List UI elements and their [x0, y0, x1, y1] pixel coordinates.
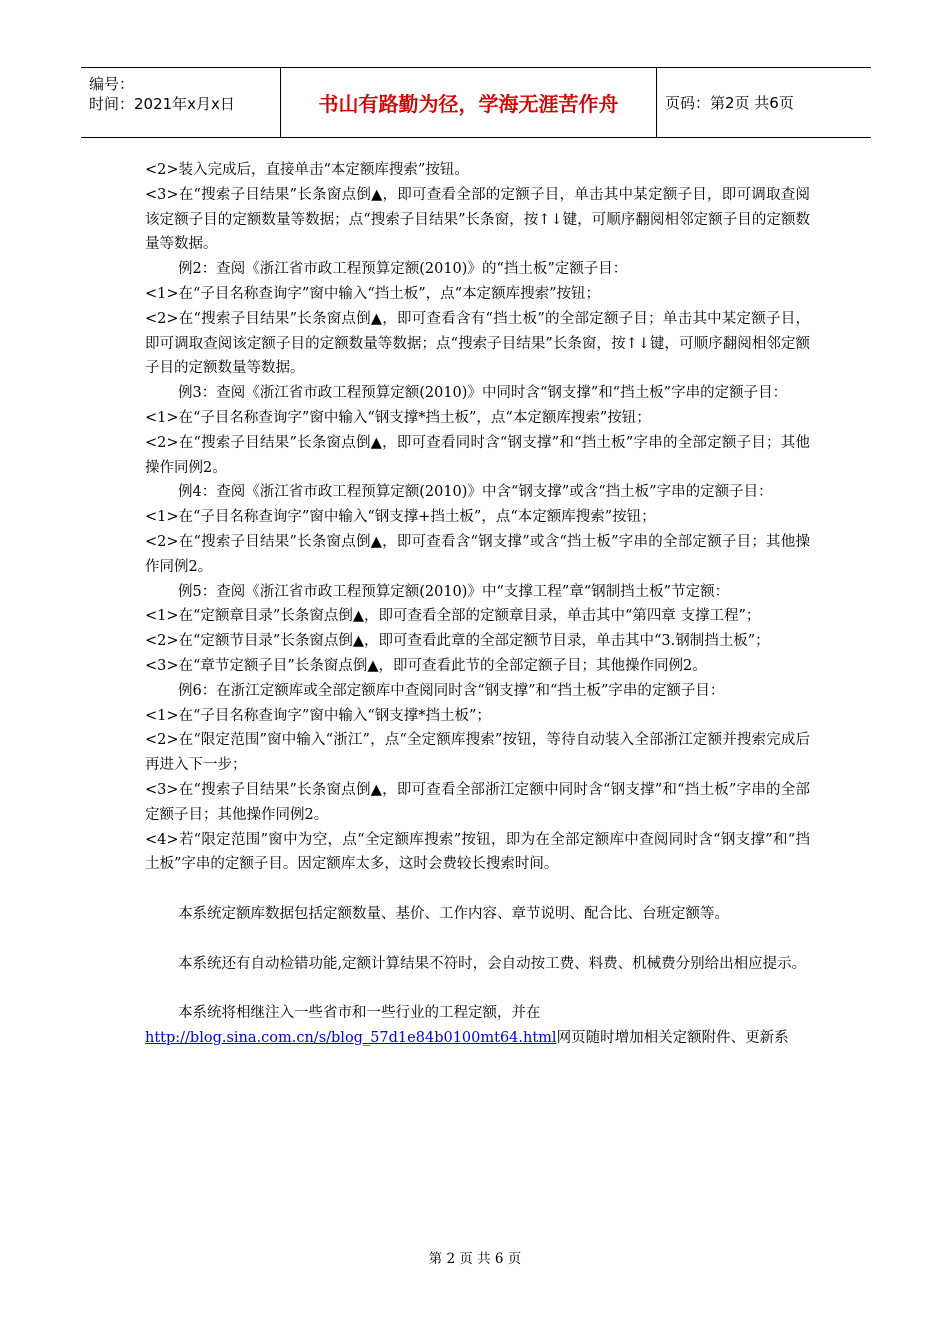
- paragraph: <2>在“定额节目录”长条窗点倒▲，即可查看此章的全部定额节目录，单击其中“3.钢制挡土板”；: [145, 633, 770, 650]
- paragraph: 本系统将相继注入一些省市和一些行业的工程定额，并在: [178, 1005, 541, 1022]
- paragraph: 例3：查阅《浙江省市政工程预算定额(2010)》中同时含“钢支撑”和“挡土板”字串的定额子目：: [178, 385, 788, 402]
- page-footer: 第 2 页 共 6 页: [428, 1251, 522, 1267]
- paragraph: <2>装入完成后，直接单击“本定额库搜索”按钮。: [145, 162, 469, 178]
- paragraph: <2>在“搜索子目结果”长条窗点倒▲，即可查看同时含“钢支撑”和“挡土板”字串的全部定额子目；其他操作同例2。: [145, 434, 810, 476]
- paragraph: <1>在“子目名称查询字”窗中输入“挡土板”，点“本定额库搜索”按钮；: [145, 285, 600, 302]
- paragraph: <1>在“子目名称查询字”窗中输入“钢支撑*挡土板”；: [145, 707, 491, 724]
- paragraph: <1>在“子目名称查询字”窗中输入“钢支撑*挡土板”，点“本定额库搜索”按钮；: [145, 409, 651, 426]
- paragraph: 例6：在浙江定额库或全部定额库中查阅同时含“钢支撑”和“挡土板”字串的定额子目：: [178, 682, 725, 699]
- last-paragraph-line: [145, 1026, 810, 1051]
- paragraph: 例4：查阅《浙江省市政工程预算定额(2010)》中含“钢支撑”或含“挡土板”字串的定额子目：: [178, 484, 773, 501]
- paragraph: <3>在“搜索子目结果”长条窗点倒▲，即可查看全部的定额子目，单击其中某定额子目，即可调取查阅该定额子目的定额数量等数据；点“搜索子目结果”长条窗，按↑↓键，可顺序翻阅相邻定额子目的定额数量等数据。: [145, 186, 810, 253]
- paragraph: 例2：查阅《浙江省市政工程预算定额(2010)》的“挡土板”定额子目：: [178, 261, 628, 278]
- blog-link[interactable]: http://blog.sina.com.cn/s/blog_57d1e84b0100mt64.html: [145, 1029, 557, 1046]
- page-header: [81, 67, 871, 138]
- paragraph: <4>若“限定范围”窗中为空，点“全定额库搜索”按钮，即为在全部定额库中查阅同时含“钢支撑”和“挡土板”字串的定额子目。因定额库太多，这时会费较长搜索时间。: [145, 831, 810, 873]
- paragraph: <2>在“限定范围”窗中输入“浙江”，点“全定额库搜索”按钮，等待自动装入全部浙江定额并搜索完成后再进入下一步；: [145, 732, 810, 774]
- paragraph: <3>在“搜索子目结果”长条窗点倒▲，即可查看全部浙江定额中同时含“钢支撑”和“挡土板”字串的全部定额子目；其他操作同例2。: [145, 781, 810, 823]
- paragraph: <1>在“子目名称查询字”窗中输入“钢支撑+挡土板”，点“本定额库搜索”按钮；: [145, 509, 656, 526]
- link-trailing-text: 网页随时增加相关定额附件、更新系: [556, 1029, 789, 1046]
- paragraph: <2>在“搜索子目结果”长条窗点倒▲，即可查看含“钢支撑”或含“挡土板”字串的全部定额子目；其他操作同例2。: [145, 533, 810, 575]
- paragraph: <2>在“搜索子目结果”长条窗点倒▲，即可查看含有“挡土板”的全部定额子目；单击其中某定额子目，即可调取查阅该定额子目的定额数量等数据；点“搜索子目结果”长条窗，按↑↓键，可顺序翻阅相邻定额子目的定额数量等数据。: [145, 310, 810, 377]
- paragraph: 例5：查阅《浙江省市政工程预算定额(2010)》中“支撑工程”章“钢制挡土板”节定额：: [178, 583, 730, 600]
- header-meta: [81, 68, 281, 137]
- paragraph: <1>在“定额章目录”长条窗点倒▲，即可查看全部的定额章目录，单击其中“第四章 支撑工程”；: [145, 608, 761, 625]
- code-label: 编号：: [89, 75, 135, 93]
- header-page-info: 页码：第2页 共6页: [665, 94, 794, 112]
- time-label: 时间：2021年x月x日: [89, 95, 235, 113]
- header-motto: 书山有路勤为径，学海无涯苦作舟: [281, 68, 657, 137]
- paragraph: <3>在“章节定额子目”长条窗点倒▲，即可查看此节的全部定额子目；其他操作同例2。: [145, 657, 707, 674]
- document-body: [145, 158, 810, 1051]
- paragraph: 本系统定额库数据包括定额数量、基价、工作内容、章节说明、配合比、台班定额等。: [178, 905, 729, 922]
- paragraph: 本系统还有自动检错功能,定额计算结果不符时，会自动按工费、料费、机械费分别给出相应提示。: [178, 955, 807, 972]
